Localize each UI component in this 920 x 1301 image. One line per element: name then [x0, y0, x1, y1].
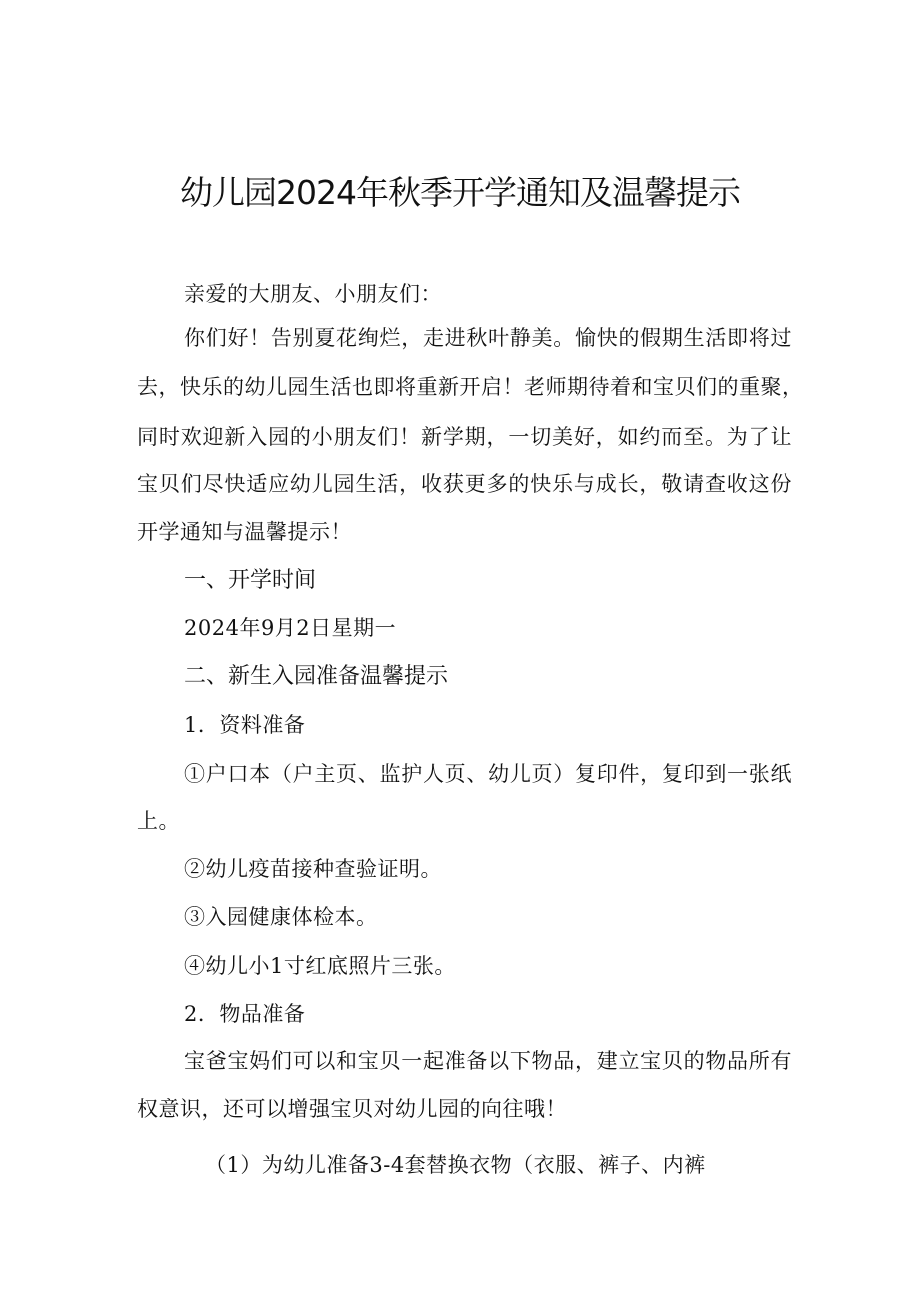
doc-item-1-line-2: 上。 [137, 809, 180, 833]
section2-heading: 二、新生入园准备温馨提示 [184, 664, 449, 689]
doc-item-2: ②幼儿疫苗接种查验证明。 [184, 857, 442, 881]
intro-line-5: 开学通知与温馨提示！ [137, 520, 352, 544]
doc-item-1-line-1: ①户口本（户主页、监护人页、幼儿页）复印件，复印到一张纸 [184, 762, 792, 786]
intro-line-3: 同时欢迎新入园的小朋友们！新学期，一切美好，如约而至。为了让 [137, 425, 792, 449]
start-date: 2024年9月2日星期一 [184, 616, 397, 640]
greeting: 亲爱的大朋友、小朋友们： [184, 282, 442, 306]
intro-line-1: 你们好！告别夏花绚烂，走进秋叶静美。愉快的假期生活即将过 [184, 326, 792, 350]
doc-item-3: ③入园健康体检本。 [184, 905, 378, 929]
intro-line-2: 去，快乐的幼儿园生活也即将重新开启！老师期待着和宝贝们的重聚， [137, 375, 804, 399]
sub1-heading: 1．资料准备 [184, 713, 306, 737]
sub2-para-line-1: 宝爸宝妈们可以和宝贝一起准备以下物品，建立宝贝的物品所有 [184, 1049, 792, 1073]
document-title: 幼儿园2024年秋季开学通知及温馨提示 [180, 173, 740, 212]
intro-line-4: 宝贝们尽快适应幼儿园生活，收获更多的快乐与成长，敬请查收这份 [137, 472, 792, 496]
sub2-para-line-2: 权意识，还可以增强宝贝对幼儿园的向往哦！ [137, 1097, 567, 1121]
sub2-heading: 2．物品准备 [184, 1002, 306, 1026]
section1-heading: 一、开学时间 [184, 568, 317, 593]
doc-item-4: ④幼儿小1寸红底照片三张。 [184, 954, 456, 978]
goods-item-1: （1）为幼儿准备3-4套替换衣物（衣服、裤子、内裤 [205, 1153, 706, 1177]
